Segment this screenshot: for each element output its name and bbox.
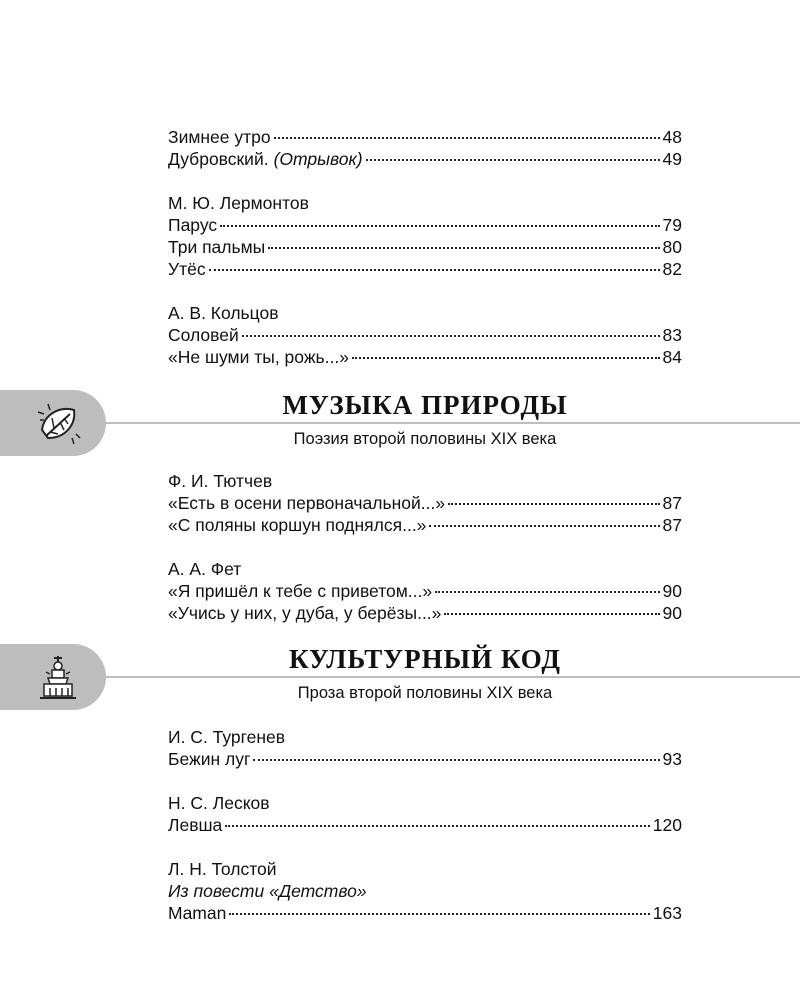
toc-block-leskov bbox=[168, 792, 682, 836]
section-rule bbox=[100, 676, 800, 678]
entry-page: 83 bbox=[662, 325, 682, 345]
entry-title: Левша bbox=[168, 815, 223, 835]
leader-dots bbox=[435, 591, 659, 593]
section-tab-nature bbox=[0, 390, 106, 456]
author-name: И. С. Тургенев bbox=[168, 727, 286, 747]
section-subtitle: Поэзия второй половины XIX века bbox=[293, 430, 557, 448]
leaf-icon bbox=[34, 400, 82, 446]
entry-page: 93 bbox=[662, 749, 682, 769]
leader-dots bbox=[366, 159, 660, 161]
toc-entry[interactable] bbox=[168, 514, 682, 536]
toc-entry[interactable] bbox=[168, 748, 682, 770]
entry-title: Зимнее утро bbox=[168, 127, 271, 147]
entry-title: Бежин луг bbox=[168, 749, 251, 769]
toc-block-fet bbox=[168, 558, 682, 624]
toc-block-lermontov bbox=[168, 192, 682, 280]
leader-dots bbox=[242, 335, 660, 337]
section-rule bbox=[100, 422, 800, 424]
toc-entry[interactable] bbox=[168, 126, 682, 148]
leader-dots bbox=[229, 913, 649, 915]
work-subtitle: Из повести «Детство» bbox=[168, 881, 367, 901]
toc-entry[interactable] bbox=[168, 346, 682, 368]
author-name: А. В. Кольцов bbox=[168, 303, 279, 323]
toc-block-pushkin bbox=[168, 126, 682, 170]
tower-icon bbox=[34, 654, 82, 702]
entry-page: 163 bbox=[652, 903, 682, 923]
toc-block-turgenev bbox=[168, 726, 682, 770]
entry-page: 80 bbox=[662, 237, 682, 257]
leader-dots bbox=[274, 137, 660, 139]
entry-page: 79 bbox=[662, 215, 682, 235]
leader-dots bbox=[253, 759, 659, 761]
entry-page: 87 bbox=[662, 515, 682, 535]
toc-entry[interactable] bbox=[168, 214, 682, 236]
toc-block-koltsov bbox=[168, 302, 682, 368]
section-subtitle: Проза второй половины XIX века bbox=[297, 684, 553, 702]
entry-title: «Не шуми ты, рожь...» bbox=[168, 347, 349, 367]
entry-page: 90 bbox=[662, 603, 682, 623]
leader-dots bbox=[444, 613, 659, 615]
entry-title: Три пальмы bbox=[168, 237, 266, 257]
entry-title: «Учись у них, у дуба, у берёзы...» bbox=[168, 603, 442, 623]
section-tab-culture bbox=[0, 644, 106, 710]
author-name: М. Ю. Лермонтов bbox=[168, 193, 309, 213]
entry-page: 84 bbox=[662, 347, 682, 367]
toc-block-tolstoy bbox=[168, 858, 682, 924]
leader-dots bbox=[225, 825, 650, 827]
author-name: Ф. И. Тютчев bbox=[168, 471, 273, 491]
entry-title: «С поляны коршун поднялся...» bbox=[168, 515, 427, 535]
entry-title: «Есть в осени первоначальной...» bbox=[168, 493, 446, 513]
toc-entry[interactable] bbox=[168, 602, 682, 624]
leader-dots bbox=[429, 525, 659, 527]
toc-entry[interactable] bbox=[168, 814, 682, 836]
section-title: КУЛЬТУРНЫЙ КОД bbox=[289, 644, 561, 674]
leader-dots bbox=[220, 225, 659, 227]
entry-title: Maman bbox=[168, 903, 227, 923]
toc-entry[interactable] bbox=[168, 148, 682, 170]
entry-title: Утёс bbox=[168, 259, 206, 279]
entry-title: Соловей bbox=[168, 325, 239, 345]
toc-entry[interactable] bbox=[168, 324, 682, 346]
toc-entry[interactable] bbox=[168, 492, 682, 514]
toc-entry[interactable] bbox=[168, 580, 682, 602]
entry-title: Парус bbox=[168, 215, 218, 235]
toc-block-tyutchev bbox=[168, 470, 682, 536]
entry-page: 48 bbox=[662, 127, 682, 147]
toc-entry[interactable] bbox=[168, 902, 682, 924]
entry-page: 82 bbox=[662, 259, 682, 279]
section-title: МУЗЫКА ПРИРОДЫ bbox=[282, 390, 568, 420]
leader-dots bbox=[209, 269, 660, 271]
entry-page: 90 bbox=[662, 581, 682, 601]
entry-page: 49 bbox=[662, 149, 682, 169]
author-name: Л. Н. Толстой bbox=[168, 859, 277, 879]
leader-dots bbox=[352, 357, 660, 359]
entry-title: Дубровский. bbox=[168, 149, 269, 169]
leader-dots bbox=[448, 503, 659, 505]
entry-title: «Я пришёл к тебе с приветом...» bbox=[168, 581, 433, 601]
leader-dots bbox=[268, 247, 659, 249]
author-name: А. А. Фет bbox=[168, 559, 242, 579]
entry-page: 120 bbox=[652, 815, 682, 835]
entry-page: 87 bbox=[662, 493, 682, 513]
toc-entry[interactable] bbox=[168, 236, 682, 258]
toc-entry[interactable] bbox=[168, 258, 682, 280]
author-name: Н. С. Лесков bbox=[168, 793, 270, 813]
entry-title-italic: (Отрывок) bbox=[273, 149, 363, 169]
